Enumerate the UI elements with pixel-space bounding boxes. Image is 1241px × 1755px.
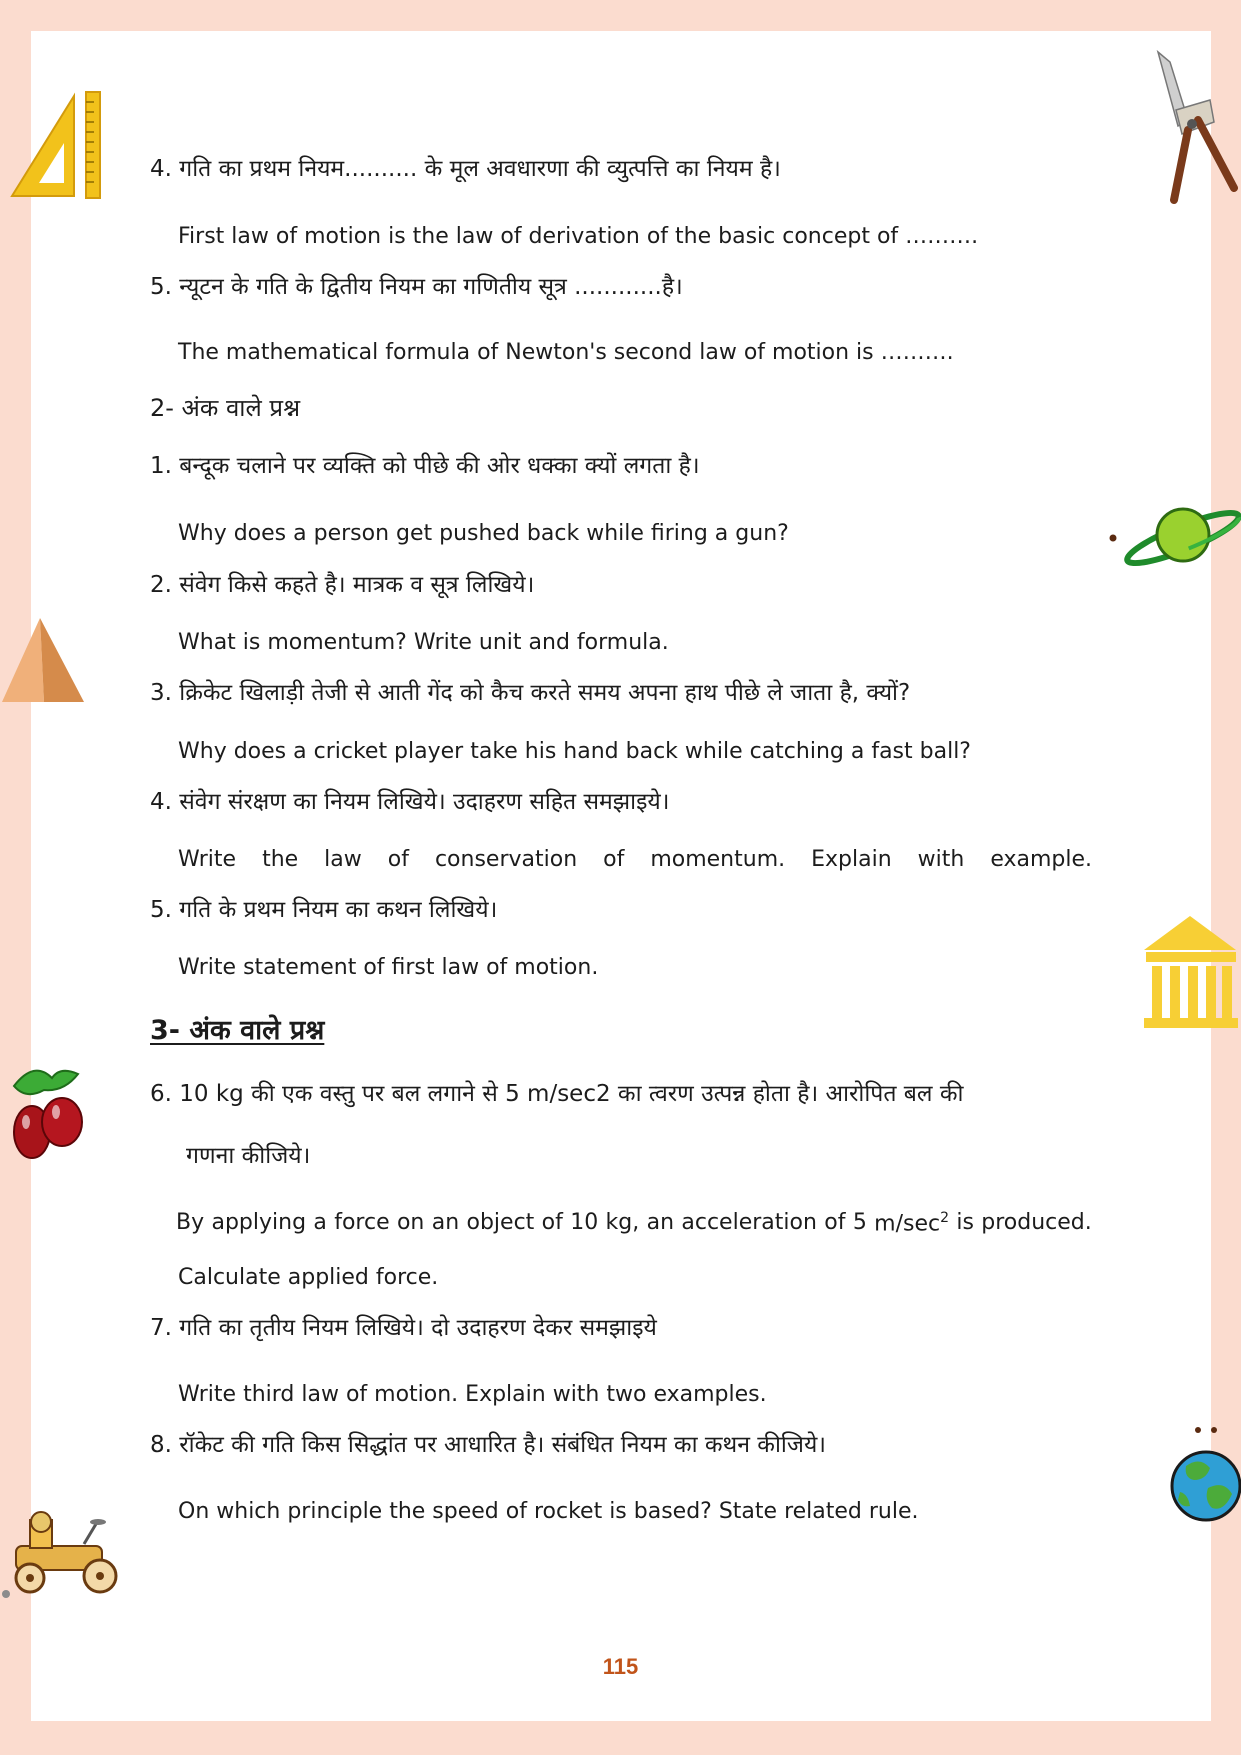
s2-question-4-english xyxy=(178,847,1092,873)
word: acceleration xyxy=(681,1210,817,1235)
s2-question-3-english: Why does a cricket player take his hand back while catching a fast ball? xyxy=(178,739,971,764)
word: an xyxy=(431,1210,460,1235)
section-2-mark-heading: 2- अंक वाले प्रश्न xyxy=(150,394,301,422)
s3-question-6-english-line1 xyxy=(176,1210,1092,1238)
temple-icon xyxy=(1140,912,1241,1030)
word: object xyxy=(466,1210,535,1235)
s3-question-6-english-line2: Calculate applied force. xyxy=(178,1265,439,1290)
s2-question-3-hindi: 3. क्रिकेट खिलाड़ी तेजी से आती गेंद को कैच करते समय अपना हाथ पीछे ले जाता है, क्यों? xyxy=(150,680,911,706)
unit-superscript: 2 xyxy=(940,1210,950,1226)
ruler-triangle-icon xyxy=(4,88,104,203)
word: produced. xyxy=(981,1210,1092,1235)
word: of xyxy=(603,847,625,872)
word: 5 xyxy=(852,1210,867,1235)
word: of xyxy=(541,1210,563,1235)
word: Write xyxy=(178,847,237,872)
word: force xyxy=(334,1210,390,1235)
word: with xyxy=(917,847,965,872)
unit-text: m/sec xyxy=(874,1211,941,1237)
question-4-english: First law of motion is the law of derivation of the basic concept of ………. xyxy=(178,224,979,249)
s3-question-6-hindi-line1: 6. 10 kg की एक वस्तु पर बल लगाने से 5 m/sec2 का त्वरण उत्पन्न होता है। आरोपित बल की xyxy=(150,1081,964,1107)
s2-question-1-english: Why does a person get pushed back while firing a gun? xyxy=(178,521,789,546)
s3-question-7-hindi: 7. गति का तृतीय नियम लिखिये। दो उदाहरण देकर समझाइये xyxy=(150,1315,657,1341)
word: of xyxy=(387,847,409,872)
beans-icon xyxy=(4,1060,90,1168)
globe-icon xyxy=(1166,1422,1241,1527)
word: momentum. xyxy=(650,847,786,872)
s2-question-1-hindi: 1. बन्दूक चलाने पर व्यक्ति को पीछे की ओर धक्का क्यों लगता है। xyxy=(150,453,700,479)
planet-icon xyxy=(1108,500,1241,575)
question-5-english: The mathematical formula of Newton's second law of motion is ………. xyxy=(178,340,954,365)
s2-question-5-english: Write statement of first law of motion. xyxy=(178,955,599,980)
word: conservation xyxy=(434,847,578,872)
old-car-icon xyxy=(0,1506,126,1602)
word: Explain xyxy=(811,847,892,872)
word: applying xyxy=(211,1210,307,1235)
word: on xyxy=(396,1210,425,1235)
word: 10 xyxy=(570,1210,599,1235)
pyramid-icon xyxy=(0,614,86,706)
s3-question-6-hindi-line2: गणना कीजिये। xyxy=(186,1143,311,1169)
word: a xyxy=(313,1210,327,1235)
question-4-hindi: 4. गति का प्रथम नियम.......... के मूल अवधारणा की व्युत्पत्ति का नियम है। xyxy=(150,156,781,182)
word: By xyxy=(176,1210,205,1235)
word: kg, xyxy=(605,1210,640,1235)
word: of xyxy=(824,1210,846,1235)
s2-question-4-hindi: 4. संवेग संरक्षण का नियम लिखिये। उदाहरण सहित समझाइये। xyxy=(150,789,670,815)
unit-msec2 xyxy=(874,1210,949,1238)
word: the xyxy=(262,847,299,872)
section-3-mark-heading: 3- अंक वाले प्रश्न xyxy=(150,1015,325,1046)
s2-question-5-hindi: 5. गति के प्रथम नियम का कथन लिखिये। xyxy=(150,897,498,923)
s3-question-7-english: Write third law of motion. Explain with two examples. xyxy=(178,1382,767,1407)
tools-icon xyxy=(1148,50,1240,205)
word: law xyxy=(324,847,362,872)
word: is xyxy=(956,1210,974,1235)
question-5-hindi: 5. न्यूटन के गति के द्वितीय नियम का गणितीय सूत्र ............है। xyxy=(150,274,683,300)
word: example. xyxy=(990,847,1092,872)
word: an xyxy=(646,1210,675,1235)
s3-question-8-hindi: 8. रॉकेट की गति किस सिद्धांत पर आधारित है। संबंधित नियम का कथन कीजिये। xyxy=(150,1432,827,1458)
page-number: 115 xyxy=(602,1654,639,1679)
s2-question-2-hindi: 2. संवेग किसे कहते है। मात्रक व सूत्र लिखिये। xyxy=(150,572,535,598)
s3-question-8-english: On which principle the speed of rocket is based? State related rule. xyxy=(178,1499,919,1524)
s2-question-2-english: What is momentum? Write unit and formula. xyxy=(178,630,669,655)
